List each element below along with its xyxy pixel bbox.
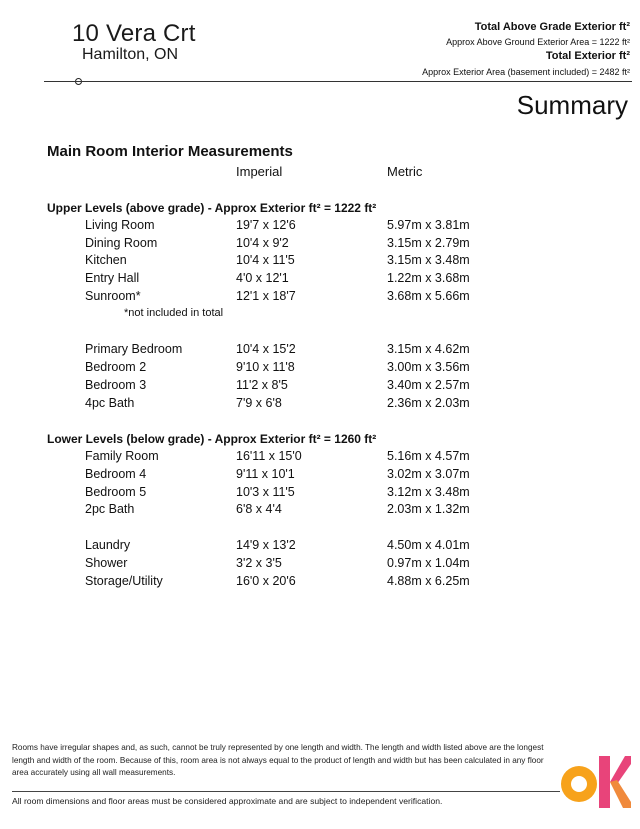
table-row [0,485,640,503]
table-row [0,342,640,360]
table-row [0,360,640,378]
footer-divider [12,791,560,792]
upper-levels-title: Upper Levels (above grade) - Approx Exterior ft² = 1222 ft² [47,201,377,215]
room-metric: 3.15m x 2.79m [387,236,470,250]
property-city: Hamilton, ON [82,46,179,63]
column-metric-header: Metric [387,164,423,179]
room-metric: 5.16m x 4.57m [387,449,470,463]
room-metric: 3.00m x 3.56m [387,360,470,374]
room-imperial: 6'8 x 4'4 [236,502,282,516]
room-metric: 0.97m x 1.04m [387,556,470,570]
table-row [0,538,640,556]
room-metric: 3.15m x 3.48m [387,253,470,267]
room-metric: 3.68m x 5.66m [387,289,470,303]
property-street: 10 Vera Crt [72,20,196,47]
logo-k-stem [599,756,610,808]
table-row [0,574,640,592]
room-imperial: 10'4 x 15'2 [236,342,296,356]
table-row [0,556,640,574]
room-name: Sunroom* [85,289,141,303]
table-row [0,449,640,467]
room-imperial: 4'0 x 12'1 [236,271,289,285]
page-title: Summary [516,90,628,120]
table-row [0,218,640,236]
room-imperial: 14'9 x 13'2 [236,538,296,552]
table-row [0,236,640,254]
room-metric: 2.03m x 1.32m [387,502,470,516]
room-imperial: 12'1 x 18'7 [236,289,296,303]
total-exterior-label: Total Exterior ft² [545,50,630,62]
room-name: 4pc Bath [85,396,135,410]
room-name: Laundry [85,538,131,552]
room-imperial: 9'11 x 10'1 [236,467,295,481]
room-name: Bedroom 5 [85,485,147,499]
room-name: Living Room [85,218,155,232]
room-metric: 3.02m x 3.07m [387,467,470,481]
table-row [0,502,640,520]
room-name: Dining Room [85,236,158,250]
table-row [0,467,640,485]
room-name: Storage/Utility [85,574,163,588]
room-imperial: 9'10 x 11'8 [236,360,295,374]
logo-k-leg [610,780,631,808]
room-name: Bedroom 2 [85,360,147,374]
room-name: Bedroom 3 [85,378,147,392]
room-imperial: 11'2 x 8'5 [236,378,288,392]
lower-levels-title: Lower Levels (below grade) - Approx Exterior ft² = 1260 ft² [47,432,377,446]
room-imperial: 7'9 x 6'8 [236,396,282,410]
table-row [0,396,640,414]
room-metric: 5.97m x 3.81m [387,218,470,232]
table-row [0,253,640,271]
room-imperial: 10'4 x 9'2 [236,236,289,250]
column-imperial-header: Imperial [236,164,283,179]
irregular-shapes-disclaimer: Rooms have irregular shapes and, as such, cannot be truly represented by one length and width. The length and width listed above are the longest length and width of the room. Because of this, room area is not always equal to the product of length and width but has been calculated in any floor area accurately using all wall measurements. [12,743,544,777]
header-divider [44,81,632,82]
exterior-area-text: Approx Exterior Area (basement included) = 2482 ft² [422,67,630,77]
room-name: Family Room [85,449,159,463]
room-name: Bedroom 4 [85,467,147,481]
room-metric: 1.22m x 3.68m [387,271,470,285]
room-metric: 3.12m x 3.48m [387,485,470,499]
room-metric: 3.15m x 4.62m [387,342,470,356]
above-ground-area-text: Approx Above Ground Exterior Area = 1222 ft² [446,37,630,47]
room-name: Primary Bedroom [85,342,183,356]
measurements-heading: Main Room Interior Measurements [47,143,293,160]
logo-k-arm [610,756,631,784]
verification-disclaimer: All room dimensions and floor areas must be considered approximate and are subject to independent verification. [12,796,443,806]
total-above-grade-label: Total Above Grade Exterior ft² [474,21,630,33]
room-imperial: 3'2 x 3'5 [236,556,282,570]
room-name: Shower [85,556,128,570]
table-row [0,289,640,307]
room-metric: 4.88m x 6.25m [387,574,470,588]
room-imperial: 10'3 x 11'5 [236,485,295,499]
table-row [0,271,640,289]
room-name: Kitchen [85,253,127,267]
logo-o-hole [571,776,587,792]
sunroom-footnote: *not included in total [124,307,224,319]
room-metric: 3.40m x 2.57m [387,378,470,392]
ok-logo [559,750,631,810]
table-row [0,378,640,396]
room-name: 2pc Bath [85,502,135,516]
room-imperial: 16'11 x 15'0 [236,449,302,463]
room-imperial: 10'4 x 11'5 [236,253,295,267]
room-name: Entry Hall [85,271,140,285]
room-metric: 2.36m x 2.03m [387,396,470,410]
room-metric: 4.50m x 4.01m [387,538,470,552]
room-imperial: 19'7 x 12'6 [236,218,296,232]
room-imperial: 16'0 x 20'6 [236,574,296,588]
